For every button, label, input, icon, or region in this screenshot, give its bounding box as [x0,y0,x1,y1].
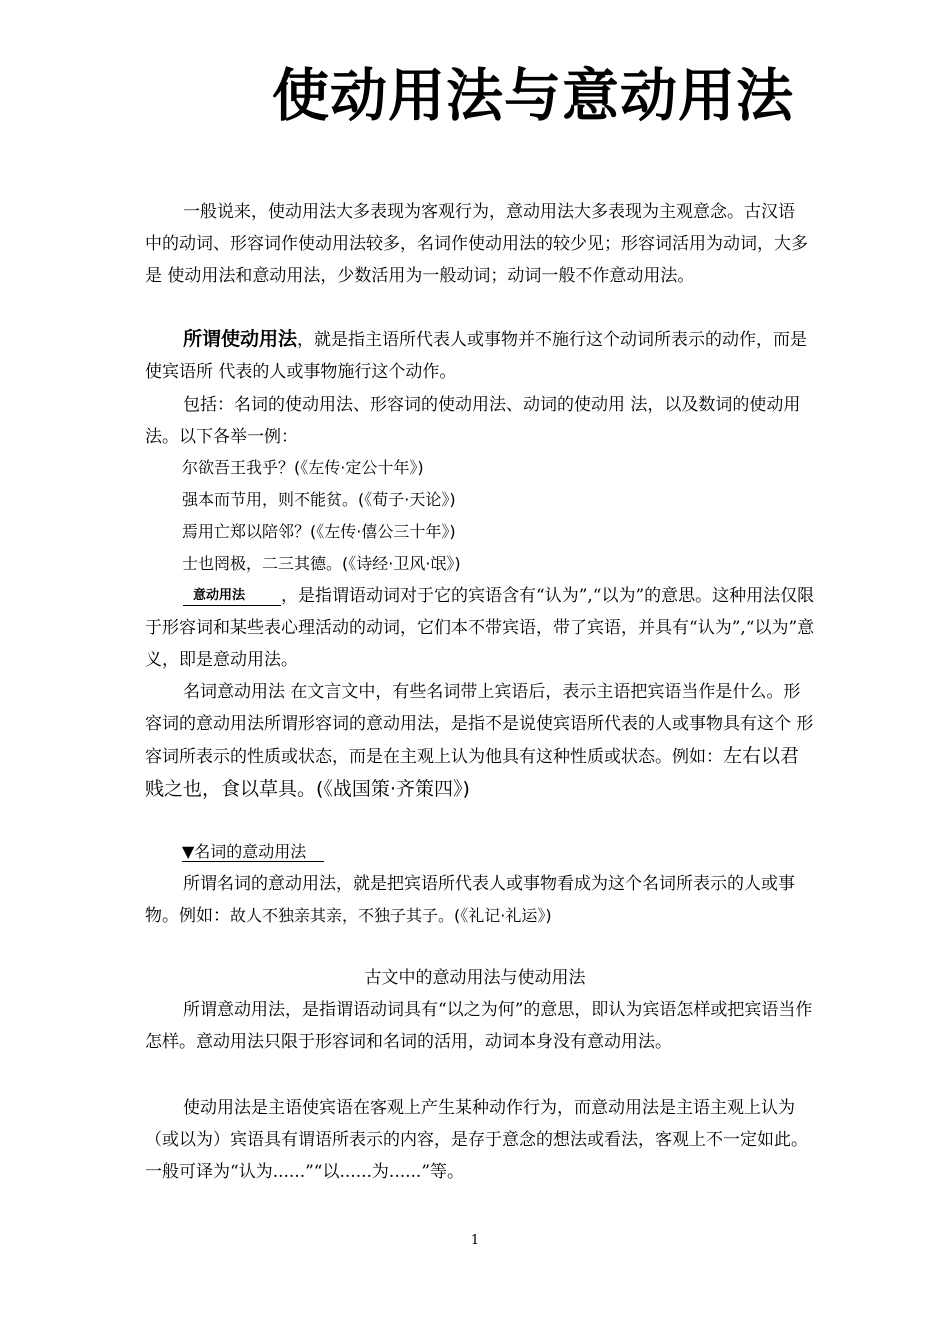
paragraph-putative-explained [145,994,815,1058]
paragraph-comparison [145,1092,815,1188]
example-quote: 故人不独亲其亲，不独子其子。(《礼记·礼运》) [230,906,552,925]
paragraph-text: 包括：名词的使动用法、形容词的使动用法、动词的使动用 法，以及数词的使动用法。以下各举一例： [145,395,801,447]
paragraph-text: 使动用法是主语使宾语在客观上产生某种动作行为，而意动用法是主语主观上认为（或以为）宾语具有谓语所表示的内容，是存于意念的想法或看法，客观上不一定如此。一般可译为“认为......”“以......为......”等。 [145,1098,808,1182]
document-title: 使动用法与意动用法 [272,63,794,129]
paragraph-text: 一般说来，使动用法大多表现为客观行为，意动用法大多表现为主观意念。古汉语 中的动词、形容词作使动用法较多，名词作使动用法的较少见；形容词活用为动词，大多是 使动用法和意动用法，少数活用为一般动词；动词一般不作意动用法。 [145,202,808,286]
example-line: 士也罔极，二三其德。(《诗经·卫风·氓》) [182,554,461,573]
paragraph-noun-putative-definition [145,868,815,932]
example-line: 尔欲吾王我乎？(《左传·定公十年》) [182,458,424,477]
paragraph-text: ，就是指主语所代表人或事物并不施行这个动词所表示的动作，而是使宾语所 代表的人或事物施行这个动作。 [145,330,808,382]
example-quote: 左右以君贱之也，食以草具。(《战国策·齐策四》) [145,745,800,800]
paragraph-text: ，是指谓语动词对于它的宾语含有“认为”,“以为”的意思。这种用法仅限于形容词和某些表心理活动的动词，它们本不带宾语，带了宾语，并具有“认为”,“以为”意义，即是意动用法。 [145,586,815,670]
section-heading: ▼名词的意动用法 [182,838,324,866]
example-line: 焉用亡郑以陪邻？(《左传·僖公三十年》) [182,522,456,541]
section-title: 古文中的意动用法与使动用法 [364,968,586,988]
paragraph-noun-putative [145,676,815,806]
paragraph-text: 名词意动用法 在文言文中，有些名词带上宾语后，表示主语把宾语当作是什么。形容词的意动用法所谓形容词的意动用法，是指不是说使宾语所代表的人或事物具有这个 形容词所表示的性质或状态，而是在主观上认为他具有这种性质或状态。例如： [145,682,814,767]
paragraph-intro [145,196,815,292]
paragraph-putative-definition [145,580,815,676]
term-causative: 所谓使动用法 [183,328,298,350]
paragraph-text: 所谓意动用法，是指谓语动词具有“以之为何”的意思，即认为宾语怎样或把宾语当作怎样。意动用法只限于形容词和名词的活用，动词本身没有意动用法。 [145,1000,813,1052]
paragraph-causative-definition [145,323,815,388]
paragraph-text: 所谓名词的意动用法，就是把宾语所代表人或事物看成为这个名词所表示的人或事物。例如： [145,874,795,926]
term-putative: 意动用法 [183,587,281,606]
example-line: 强本而节用，则不能贫。(《荀子·天论》) [182,490,456,509]
paragraph-includes [145,389,815,453]
page-number: 1 [470,1233,480,1248]
